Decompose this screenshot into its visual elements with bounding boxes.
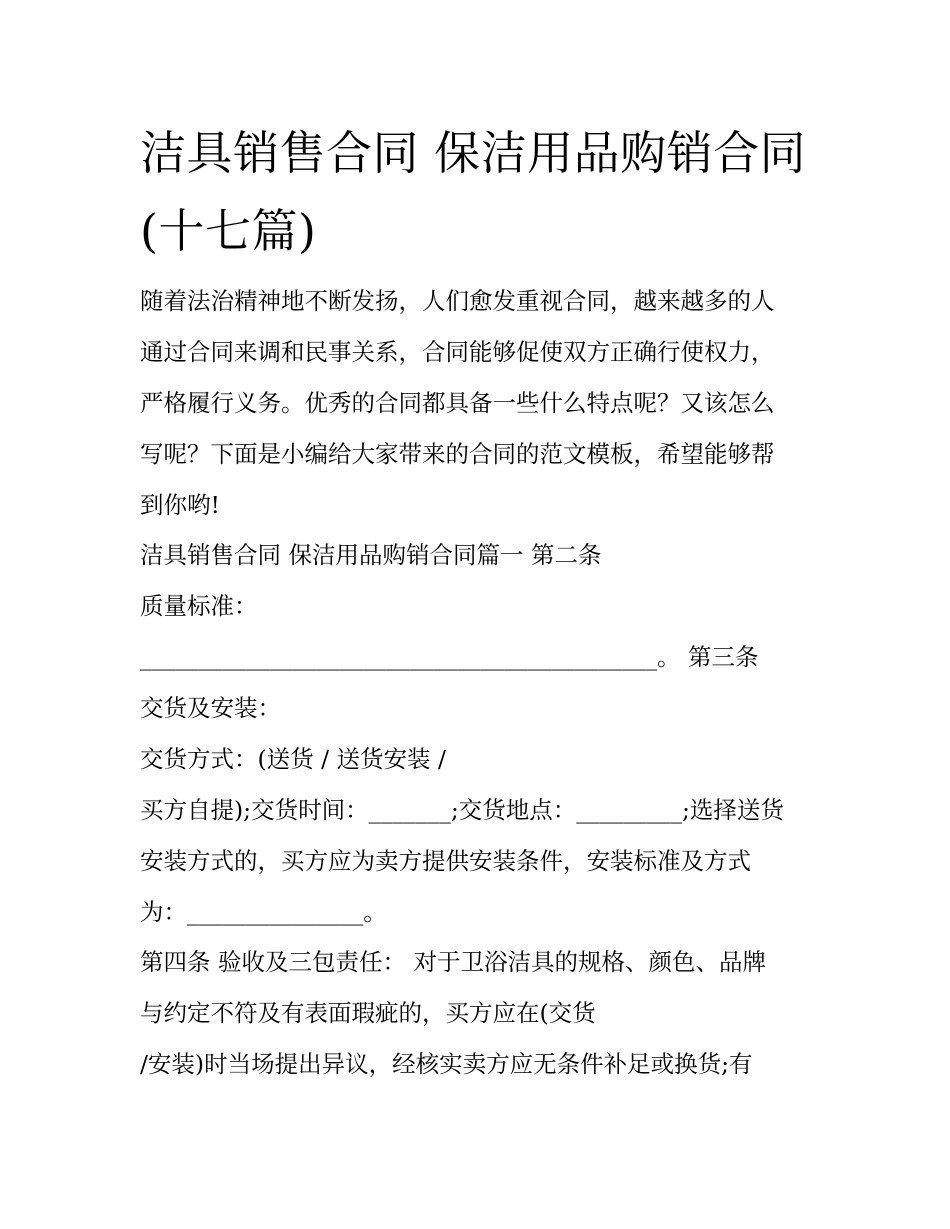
clause-line: /安装)时当场提出异议，经核实卖方应无条件补足或换货;有: [140, 1050, 753, 1078]
clause-line: 第四条 验收及三包责任： 对于卫浴洁具的规格、颜色、品牌: [140, 948, 766, 976]
paragraph-line: 随着法治精神地不断发扬，人们愈发重视合同，越来越多的人: [140, 287, 775, 315]
paragraph-line: 写呢？下面是小编给大家带来的合同的范文模板，希望能够帮: [140, 440, 775, 468]
clause-line: 安装方式的，买方应为卖方提供安装条件，安装标准及方式: [140, 847, 751, 875]
clause-label: 交货及安装：: [140, 694, 281, 722]
blank-field-line: ____________________________________________。 第三条: [140, 643, 759, 671]
clause-line: 买方自提);交货时间：_______;交货地点：_________;选择送货: [140, 796, 784, 824]
section-heading: 洁具销售合同 保洁用品购销合同篇一 第二条: [140, 541, 602, 569]
paragraph-line: 严格履行义务。优秀的合同都具备一些什么特点呢？又该怎么: [140, 389, 775, 417]
paragraph-line: 通过合同来调和民事关系，合同能够促使双方正确行使权力，: [140, 338, 775, 366]
paragraph-line: 到你哟!: [140, 491, 220, 519]
clause-line: 与约定不符及有表面瑕疵的，买方应在(交货: [140, 999, 596, 1027]
clause-label: 质量标准：: [140, 592, 258, 620]
document-title: 洁具销售合同 保洁用品购销合同(十七篇): [140, 126, 807, 258]
clause-line: 为：_______________。: [140, 898, 387, 926]
clause-line: 交货方式：(送货 / 送货安装 /: [140, 745, 446, 773]
